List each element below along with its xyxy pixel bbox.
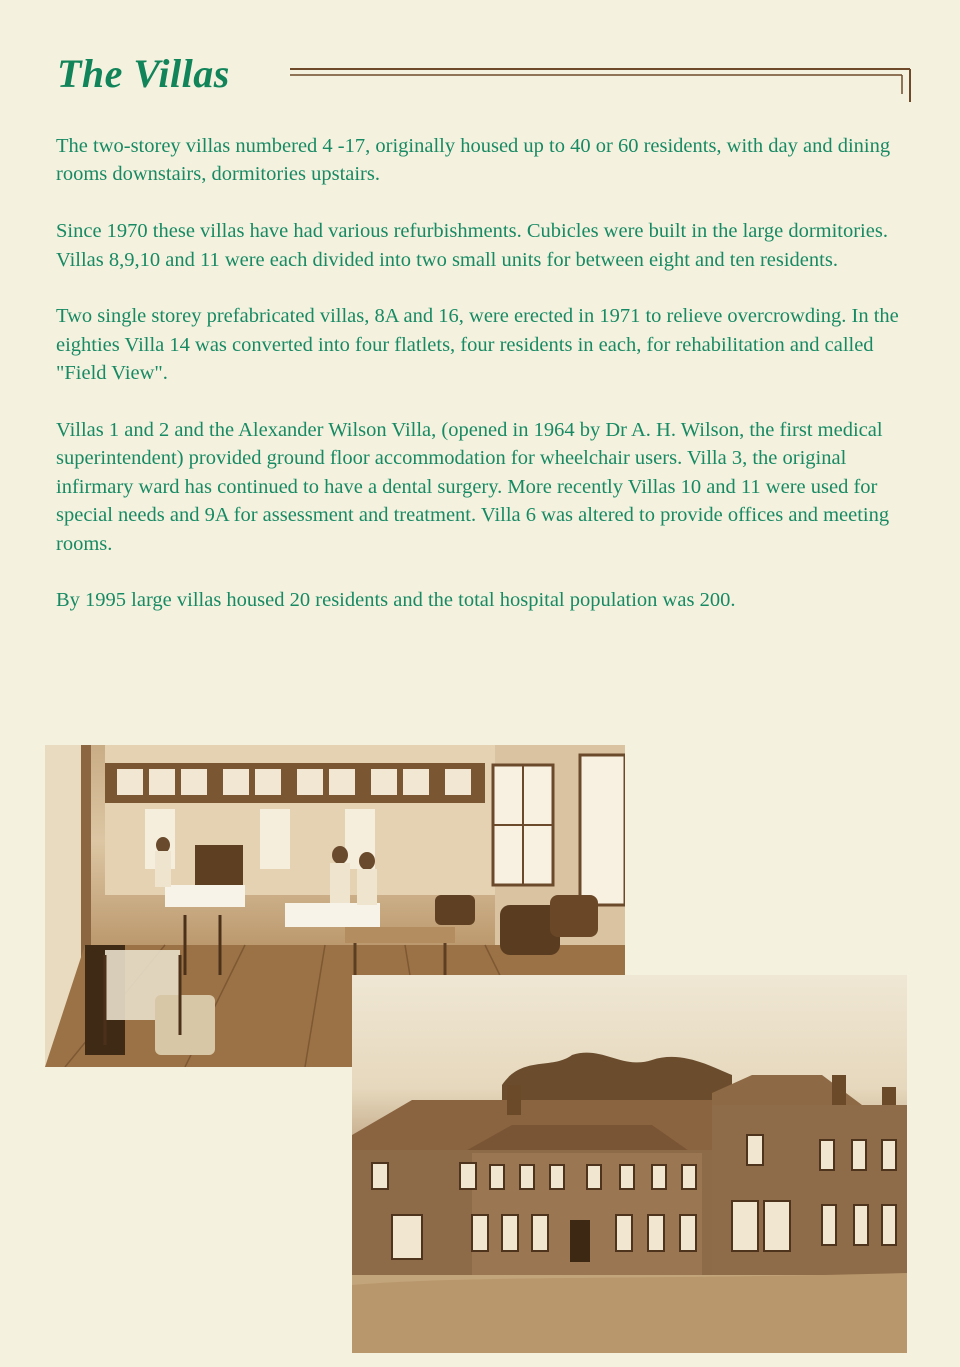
page-title: The Villas <box>57 51 230 96</box>
body-text <box>56 132 916 643</box>
paragraph-1995-population: By 1995 large villas housed 20 residents and the total hospital population was 200. <box>56 589 736 612</box>
paragraph-refurbishments: Since 1970 these villas have had various refurbishments. Cubicles were built in the large dormitories. Villas 8,9,10 and 11 were each divided into two small units for between eight and ten residents. <box>56 220 888 271</box>
title-rule <box>290 64 918 104</box>
paragraph-prefabricated-villas: Two single storey prefabricated villas, 8A and 16, were erected in 1971 to relieve overcrowding. In the eighties Villa 14 was converted into four flatlets, four residents in each, for rehabilitation and called "Field View". <box>56 305 899 385</box>
paragraph-wheelchair-villas: Villas 1 and 2 and the Alexander Wilson Villa, (opened in 1964 by Dr A. H. Wilson, the first medical superintendent) provided ground floor accommodation for wheelchair users. Villa 3, the original infirmary ward has continued to have a dental surgery. More recently Villas 10 and 11 were used for special needs and 9A for assessment and treatment. Villa 6 was altered to provide offices and meeting rooms. <box>56 419 890 555</box>
exterior-photo <box>352 975 907 1353</box>
paragraph-two-storey-villas: The two-storey villas numbered 4 -17, originally housed up to 40 or 60 residents, with day and dining rooms downstairs, dormitories upstairs. <box>56 135 891 186</box>
